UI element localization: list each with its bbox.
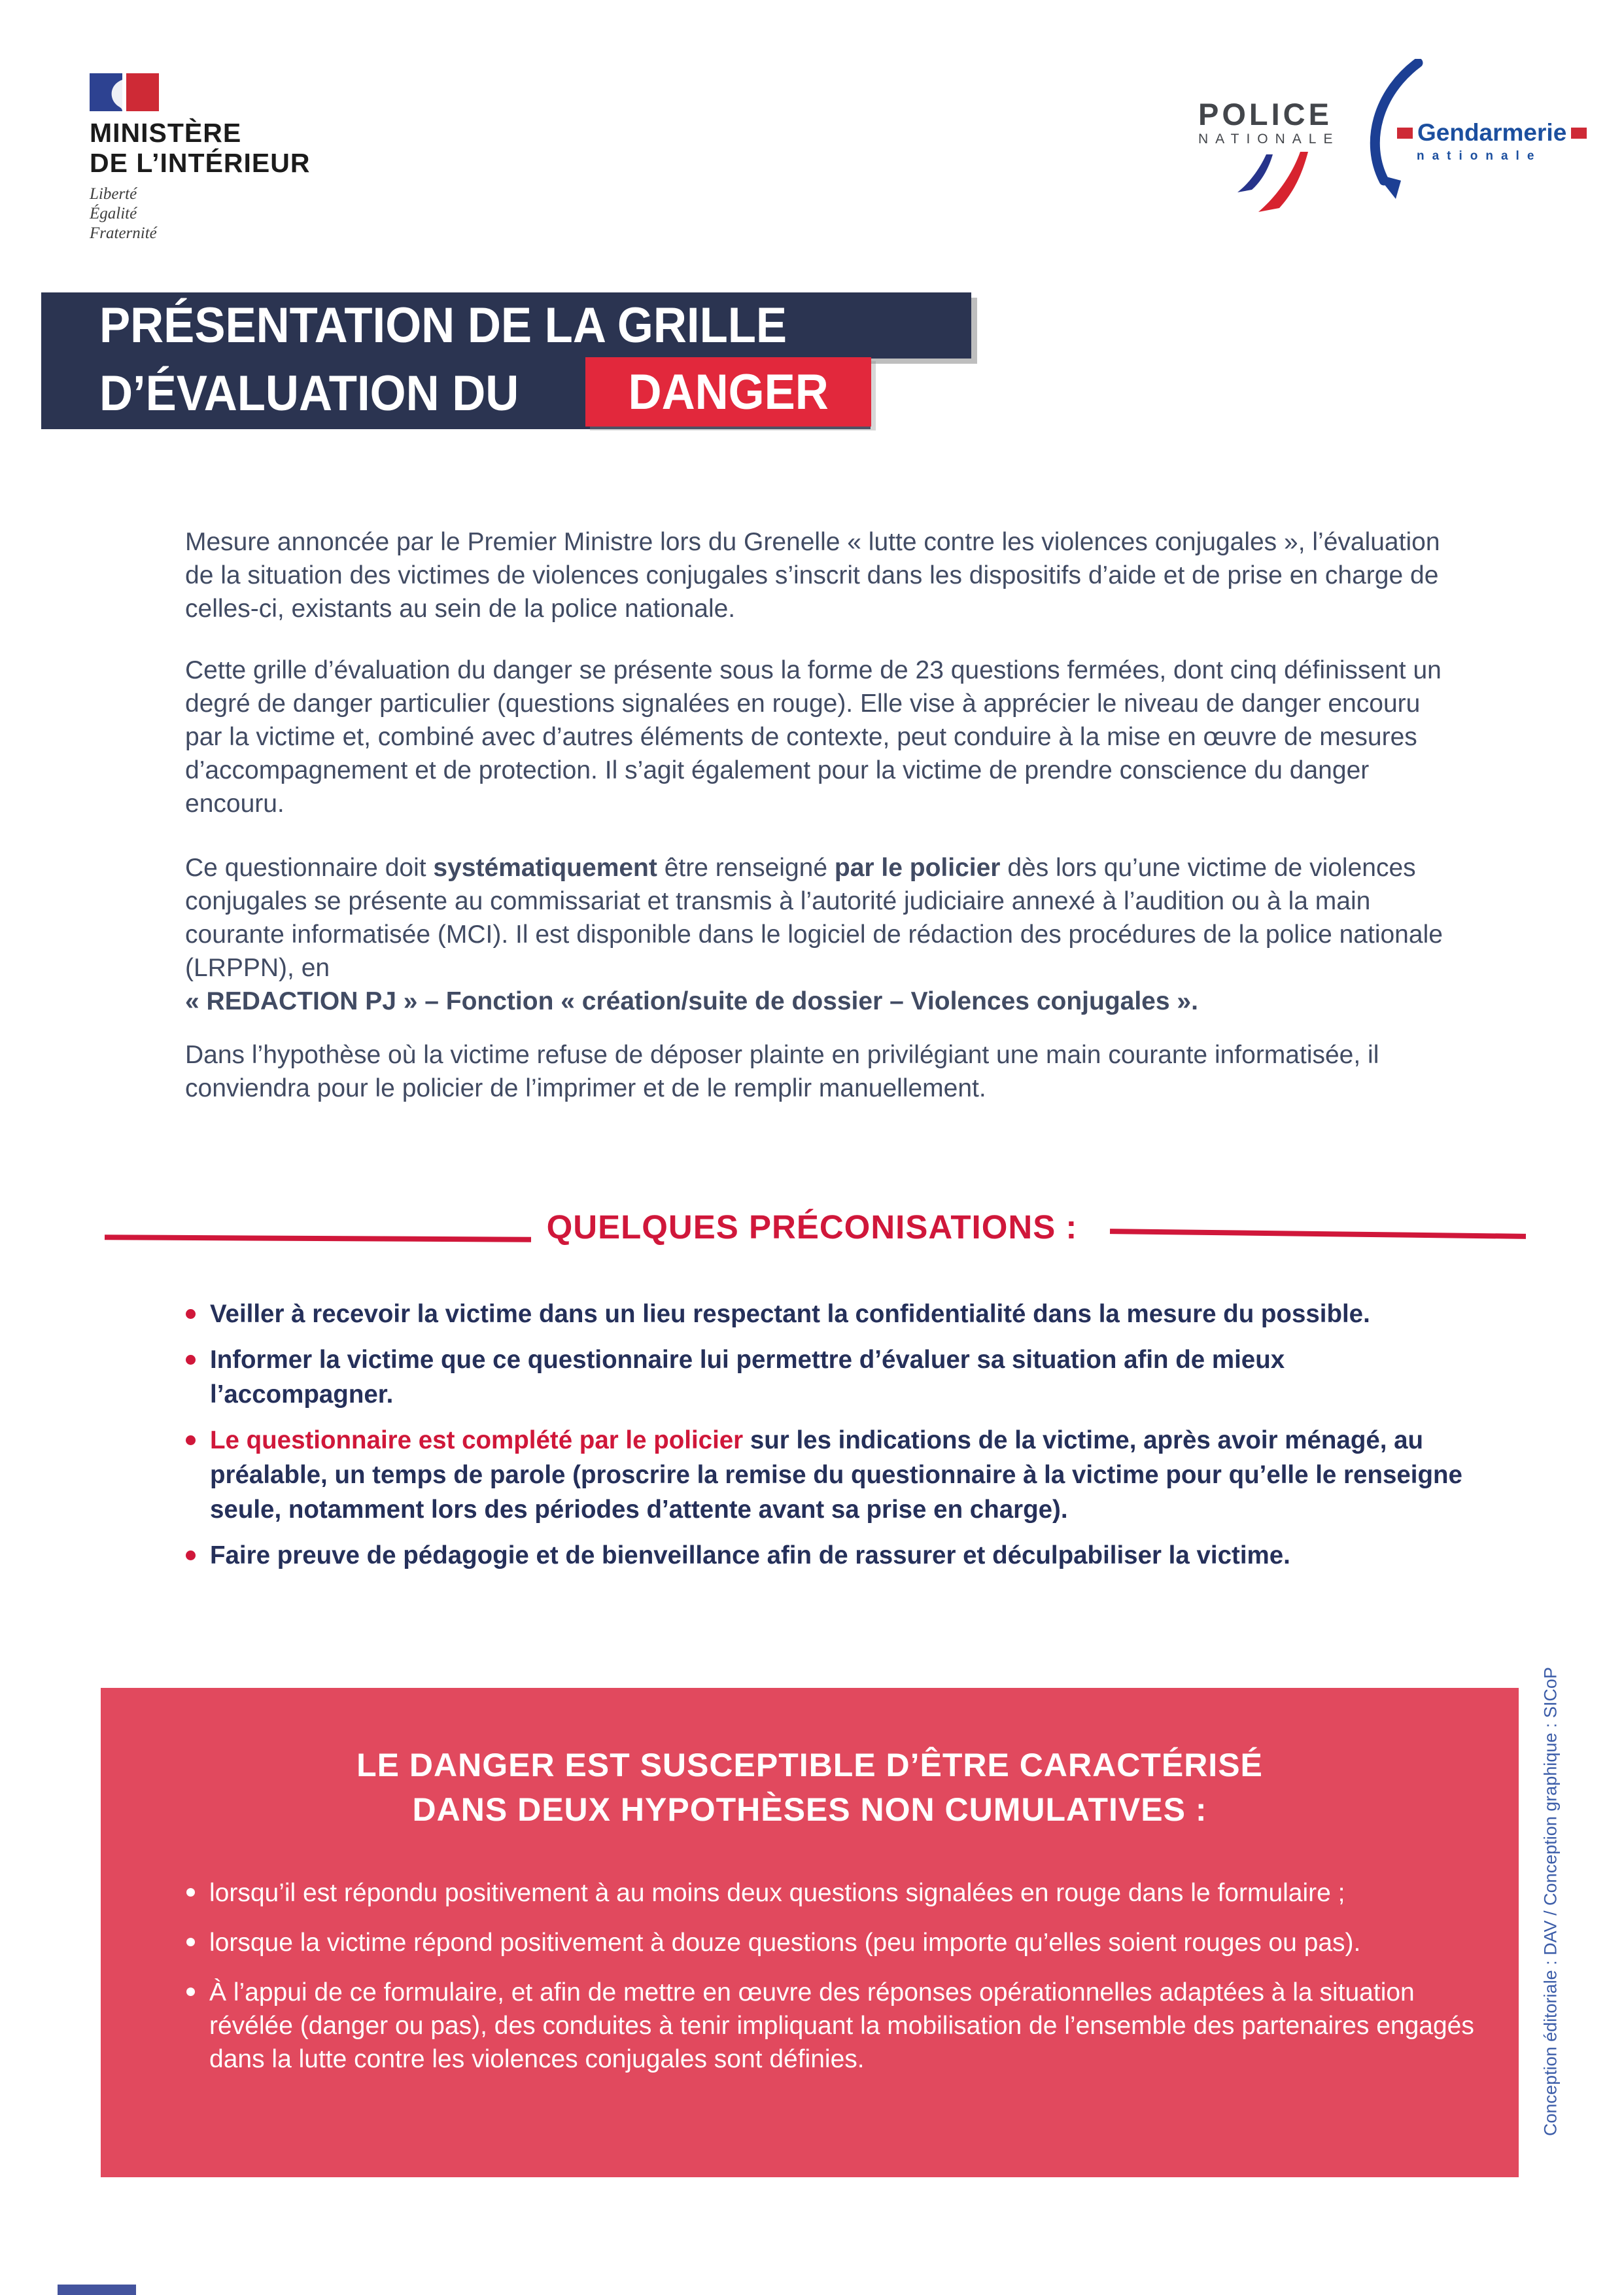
ministry-name-line2: DE L’INTÉRIEUR bbox=[90, 148, 311, 178]
recommendation-item: Veiller à recevoir la victime dans un lieu respectant la confidentialité dans la mesure du possible. bbox=[185, 1297, 1464, 1331]
page-title-line1: PRÉSENTATION DE LA GRILLE bbox=[99, 298, 787, 353]
intro-paragraph-1: Mesure annoncée par le Premier Ministre lors du Grenelle « lutte contre les violences conjugales », l’évaluation de la situation des victimes de violences conjugales s’inscrit dans les dispositifs d’aide et de prise en charge de celles-ci, existants au sein de la police nationale. bbox=[185, 528, 1440, 623]
danger-criteria-box bbox=[101, 1688, 1519, 2177]
gendarmerie-text bbox=[1397, 119, 1587, 164]
police-swoosh-icon bbox=[1232, 152, 1324, 215]
gendarmerie-subtext: nationale bbox=[1417, 149, 1542, 163]
gendarmerie-name: Gendarmerie bbox=[1417, 119, 1567, 146]
recommendation-item: Faire preuve de pédagogie et de bienveillance afin de rassurer et déculpabiliser la victime. bbox=[185, 1538, 1464, 1573]
ministry-motto bbox=[90, 184, 310, 243]
intro-paragraph-3: Ce questionnaire doit systématiquement être renseigné par le policier dès lors qu’une victime de violences conjugales se présente au commissariat et transmis à l’autorité judiciaire annexé à l’audition ou à la main courante informatisée (MCI). Il est disponible dans le logiciel de rédaction des procédures de la police nationale (LRPPN), en « REDACTION PJ » – Fonction « création/suite de dossier – Violences conjugales ». bbox=[185, 854, 1443, 1015]
danger-box-title bbox=[101, 1743, 1519, 1832]
page-title-line2: D’ÉVALUATION DU bbox=[99, 365, 519, 421]
intro-paragraph-4: Dans l’hypothèse où la victime refuse de déposer plainte en privilégiant une main courante informatisée, il conviendra pour le policier de l’imprimer et de le remplir manuellement. bbox=[185, 1041, 1379, 1102]
danger-box-title-line1: LE DANGER EST SUSCEPTIBLE D’ÊTRE CARACTÉRISÉ bbox=[356, 1747, 1263, 1783]
intro-paragraph-2: Cette grille d’évaluation du danger se présente sous la forme de 23 questions fermées, dont cinq définissent un degré de danger particulier (questions signalées en rouge). Elle vise à apprécier le niveau de danger encouru par la victime et, combiné avec d’autres éléments de contexte, peut conduire à la mise en œuvre de mesures d’accompagnement et de protection. Il s’agit également pour la victime de prendre conscience du danger encouru. bbox=[185, 656, 1442, 818]
recommendations-heading: QUELQUES PRÉCONISATIONS : bbox=[546, 1208, 1078, 1246]
danger-criteria-item: lorsqu’il est répondu positivement à au moins deux questions signalées en rouge dans le formulaire ; bbox=[185, 1876, 1487, 1910]
danger-box-title-line2: DANS DEUX HYPOTHÈSES NON CUMULATIVES : bbox=[412, 1791, 1207, 1828]
recommendation-item: Informer la victime que ce questionnaire lui permettre d’évaluer sa situation afin de mieux l’accompagner. bbox=[185, 1342, 1464, 1412]
ministry-name-line1: MINISTÈRE bbox=[90, 118, 242, 148]
title-danger-word: DANGER bbox=[628, 364, 829, 420]
recommendation-item: Le questionnaire est complété par le policier sur les indications de la victime, après avoir ménagé, au préalable, un temps de parole (proscrire la remise du questionnaire à la victime pour qu’elle le renseigne seule, notamment lors des périodes d’attente avant sa prise en charge). bbox=[185, 1423, 1464, 1527]
scan-corner-artifact bbox=[58, 2285, 136, 2295]
french-flag-icon bbox=[90, 73, 159, 111]
gendarmerie-red-flag-icon bbox=[1571, 128, 1587, 139]
credits-vertical-caption: Conception éditoriale : DAV / Conception graphique : SICoP bbox=[1540, 1667, 1561, 2137]
police-logo-subtext: NATIONALE bbox=[1198, 131, 1340, 147]
danger-criteria-list bbox=[185, 1876, 1487, 2092]
gendarmerie-logo bbox=[1353, 59, 1568, 216]
danger-highlight-box bbox=[585, 357, 871, 427]
motto-fraternite: Fraternité bbox=[90, 224, 157, 242]
gendarmerie-red-block-icon bbox=[1397, 128, 1413, 139]
motto-egalite: Égalité bbox=[90, 205, 137, 222]
motto-liberte: Liberté bbox=[90, 185, 137, 203]
police-logo-text: POLICE bbox=[1198, 97, 1332, 131]
danger-criteria-item: lorsque la victime répond positivement à douze questions (peu importe qu’elles soient rouges ou pas). bbox=[185, 1926, 1487, 1959]
danger-criteria-item: À l’appui de ce formulaire, et afin de mettre en œuvre des réponses opérationnelles adaptées à la situation révélée (danger ou pas), des conduites à tenir impliquant la mobilisation de l’ensemble des partenaires engagés dans la lutte contre les violences conjugales sont définies. bbox=[185, 1976, 1487, 2076]
recommendations-list bbox=[185, 1297, 1464, 1584]
ministry-logo bbox=[90, 73, 310, 243]
